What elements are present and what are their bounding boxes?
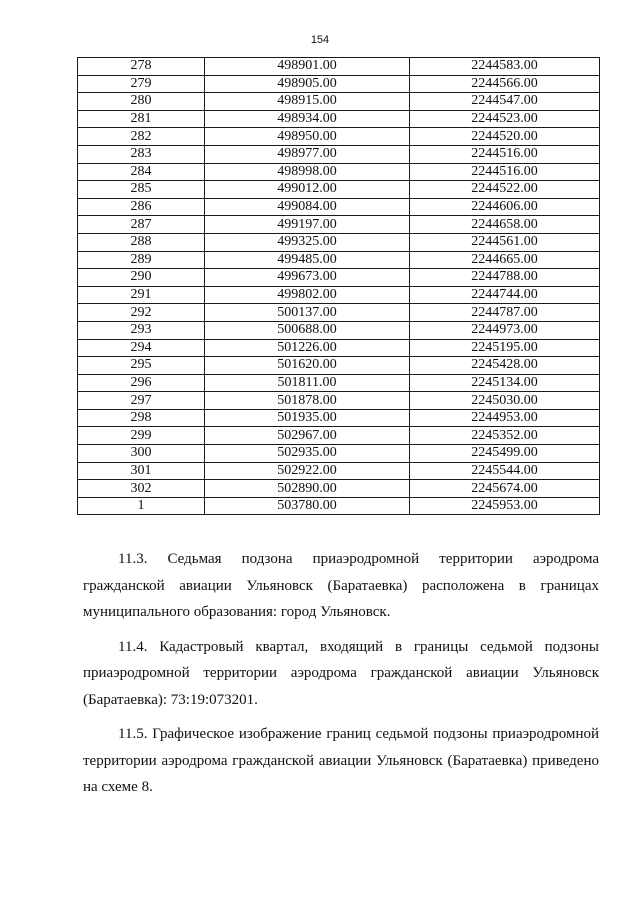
- y-coordinate-cell: 2245428.00: [410, 357, 600, 375]
- point-number-cell: 288: [78, 233, 205, 251]
- table-row: [78, 216, 600, 234]
- x-coordinate-cell: 501620.00: [205, 357, 410, 375]
- point-number-cell: 286: [78, 198, 205, 216]
- table-row: [78, 181, 600, 199]
- point-number-cell: 300: [78, 445, 205, 463]
- y-coordinate-cell: 2244788.00: [410, 269, 600, 287]
- point-number-cell: 284: [78, 163, 205, 181]
- x-coordinate-cell: 499197.00: [205, 216, 410, 234]
- point-number-cell: 280: [78, 93, 205, 111]
- x-coordinate-cell: 498977.00: [205, 145, 410, 163]
- table-row: [78, 409, 600, 427]
- table-row: [78, 110, 600, 128]
- table-row: [78, 445, 600, 463]
- x-coordinate-cell: 502890.00: [205, 480, 410, 498]
- x-coordinate-cell: 498905.00: [205, 75, 410, 93]
- x-coordinate-cell: 498950.00: [205, 128, 410, 146]
- table-row: [78, 163, 600, 181]
- x-coordinate-cell: 499802.00: [205, 286, 410, 304]
- point-number-cell: 290: [78, 269, 205, 287]
- y-coordinate-cell: 2245352.00: [410, 427, 600, 445]
- y-coordinate-cell: 2245674.00: [410, 480, 600, 498]
- table-row: [78, 339, 600, 357]
- y-coordinate-cell: 2244606.00: [410, 198, 600, 216]
- x-coordinate-cell: 499485.00: [205, 251, 410, 269]
- table-row: [78, 93, 600, 111]
- y-coordinate-cell: 2244658.00: [410, 216, 600, 234]
- y-coordinate-cell: 2245134.00: [410, 374, 600, 392]
- y-coordinate-cell: 2245544.00: [410, 462, 600, 480]
- x-coordinate-cell: 501935.00: [205, 409, 410, 427]
- y-coordinate-cell: 2244547.00: [410, 93, 600, 111]
- x-coordinate-cell: 500688.00: [205, 321, 410, 339]
- table-row: [78, 145, 600, 163]
- table-row: [78, 392, 600, 410]
- table-row: [78, 462, 600, 480]
- point-number-cell: 302: [78, 480, 205, 498]
- table-row: [78, 480, 600, 498]
- point-number-cell: 279: [78, 75, 205, 93]
- point-number-cell: 297: [78, 392, 205, 410]
- point-number-cell: 283: [78, 145, 205, 163]
- table-row: [78, 269, 600, 287]
- y-coordinate-cell: 2244566.00: [410, 75, 600, 93]
- y-coordinate-cell: 2244561.00: [410, 233, 600, 251]
- x-coordinate-cell: 502967.00: [205, 427, 410, 445]
- y-coordinate-cell: 2244744.00: [410, 286, 600, 304]
- x-coordinate-cell: 502935.00: [205, 445, 410, 463]
- point-number-cell: 296: [78, 374, 205, 392]
- point-number-cell: 301: [78, 462, 205, 480]
- point-number-cell: 285: [78, 181, 205, 199]
- paragraph-11-5: 11.5. Графическое изображение границ седьмой подзоны приаэродромной территории аэродрома гражданской авиации Ульяновск (Баратаевка) приведено на схеме 8.: [83, 726, 599, 795]
- table-row: [78, 304, 600, 322]
- table-row: [78, 286, 600, 304]
- y-coordinate-cell: 2245030.00: [410, 392, 600, 410]
- table-row: [78, 321, 600, 339]
- table-row: [78, 75, 600, 93]
- y-coordinate-cell: 2244523.00: [410, 110, 600, 128]
- x-coordinate-cell: 499673.00: [205, 269, 410, 287]
- y-coordinate-cell: 2244973.00: [410, 321, 600, 339]
- y-coordinate-cell: 2244583.00: [410, 58, 600, 76]
- text-block: [83, 546, 599, 809]
- point-number-cell: 298: [78, 409, 205, 427]
- table-row: [78, 58, 600, 76]
- point-number-cell: 294: [78, 339, 205, 357]
- y-coordinate-cell: 2245195.00: [410, 339, 600, 357]
- y-coordinate-cell: 2244953.00: [410, 409, 600, 427]
- table-row: [78, 128, 600, 146]
- point-number-cell: 289: [78, 251, 205, 269]
- point-number-cell: 295: [78, 357, 205, 375]
- point-number-cell: 278: [78, 58, 205, 76]
- paragraph-11-4: 11.4. Кадастровый квартал, входящий в границы седьмой подзоны приаэродромной территории аэродрома гражданской авиации Ульяновск (Баратаевка): 73:19:073201.: [83, 638, 599, 708]
- x-coordinate-cell: 500137.00: [205, 304, 410, 322]
- y-coordinate-cell: 2244787.00: [410, 304, 600, 322]
- point-number-cell: 287: [78, 216, 205, 234]
- point-number-cell: 299: [78, 427, 205, 445]
- x-coordinate-cell: 498934.00: [205, 110, 410, 128]
- table-row: [78, 497, 600, 515]
- x-coordinate-cell: 503780.00: [205, 497, 410, 515]
- point-number-cell: 282: [78, 128, 205, 146]
- y-coordinate-cell: 2244522.00: [410, 181, 600, 199]
- x-coordinate-cell: 502922.00: [205, 462, 410, 480]
- point-number-cell: 1: [78, 497, 205, 515]
- paragraph-11-3: 11.3. Седьмая подзона приаэродромной территории аэродрома гражданской авиации Ульяновск (Баратаевка) расположена в границах муниципального образования: город Ульяновск.: [83, 551, 599, 620]
- table-row: [78, 233, 600, 251]
- page-number: 154: [310, 34, 330, 46]
- x-coordinate-cell: 498901.00: [205, 58, 410, 76]
- x-coordinate-cell: 501226.00: [205, 339, 410, 357]
- x-coordinate-cell: 499012.00: [205, 181, 410, 199]
- point-number-cell: 291: [78, 286, 205, 304]
- y-coordinate-cell: 2244665.00: [410, 251, 600, 269]
- point-number-cell: 293: [78, 321, 205, 339]
- y-coordinate-cell: 2245499.00: [410, 445, 600, 463]
- y-coordinate-cell: 2244516.00: [410, 145, 600, 163]
- table-row: [78, 251, 600, 269]
- coordinates-table: [77, 57, 600, 515]
- x-coordinate-cell: 498998.00: [205, 163, 410, 181]
- x-coordinate-cell: 498915.00: [205, 93, 410, 111]
- x-coordinate-cell: 499084.00: [205, 198, 410, 216]
- x-coordinate-cell: 501878.00: [205, 392, 410, 410]
- point-number-cell: 281: [78, 110, 205, 128]
- y-coordinate-cell: 2245953.00: [410, 497, 600, 515]
- table-row: [78, 357, 600, 375]
- y-coordinate-cell: 2244520.00: [410, 128, 600, 146]
- table-row: [78, 198, 600, 216]
- table-row: [78, 374, 600, 392]
- y-coordinate-cell: 2244516.00: [410, 163, 600, 181]
- coordinates-table-body: [78, 58, 600, 515]
- x-coordinate-cell: 501811.00: [205, 374, 410, 392]
- table-row: [78, 427, 600, 445]
- x-coordinate-cell: 499325.00: [205, 233, 410, 251]
- point-number-cell: 292: [78, 304, 205, 322]
